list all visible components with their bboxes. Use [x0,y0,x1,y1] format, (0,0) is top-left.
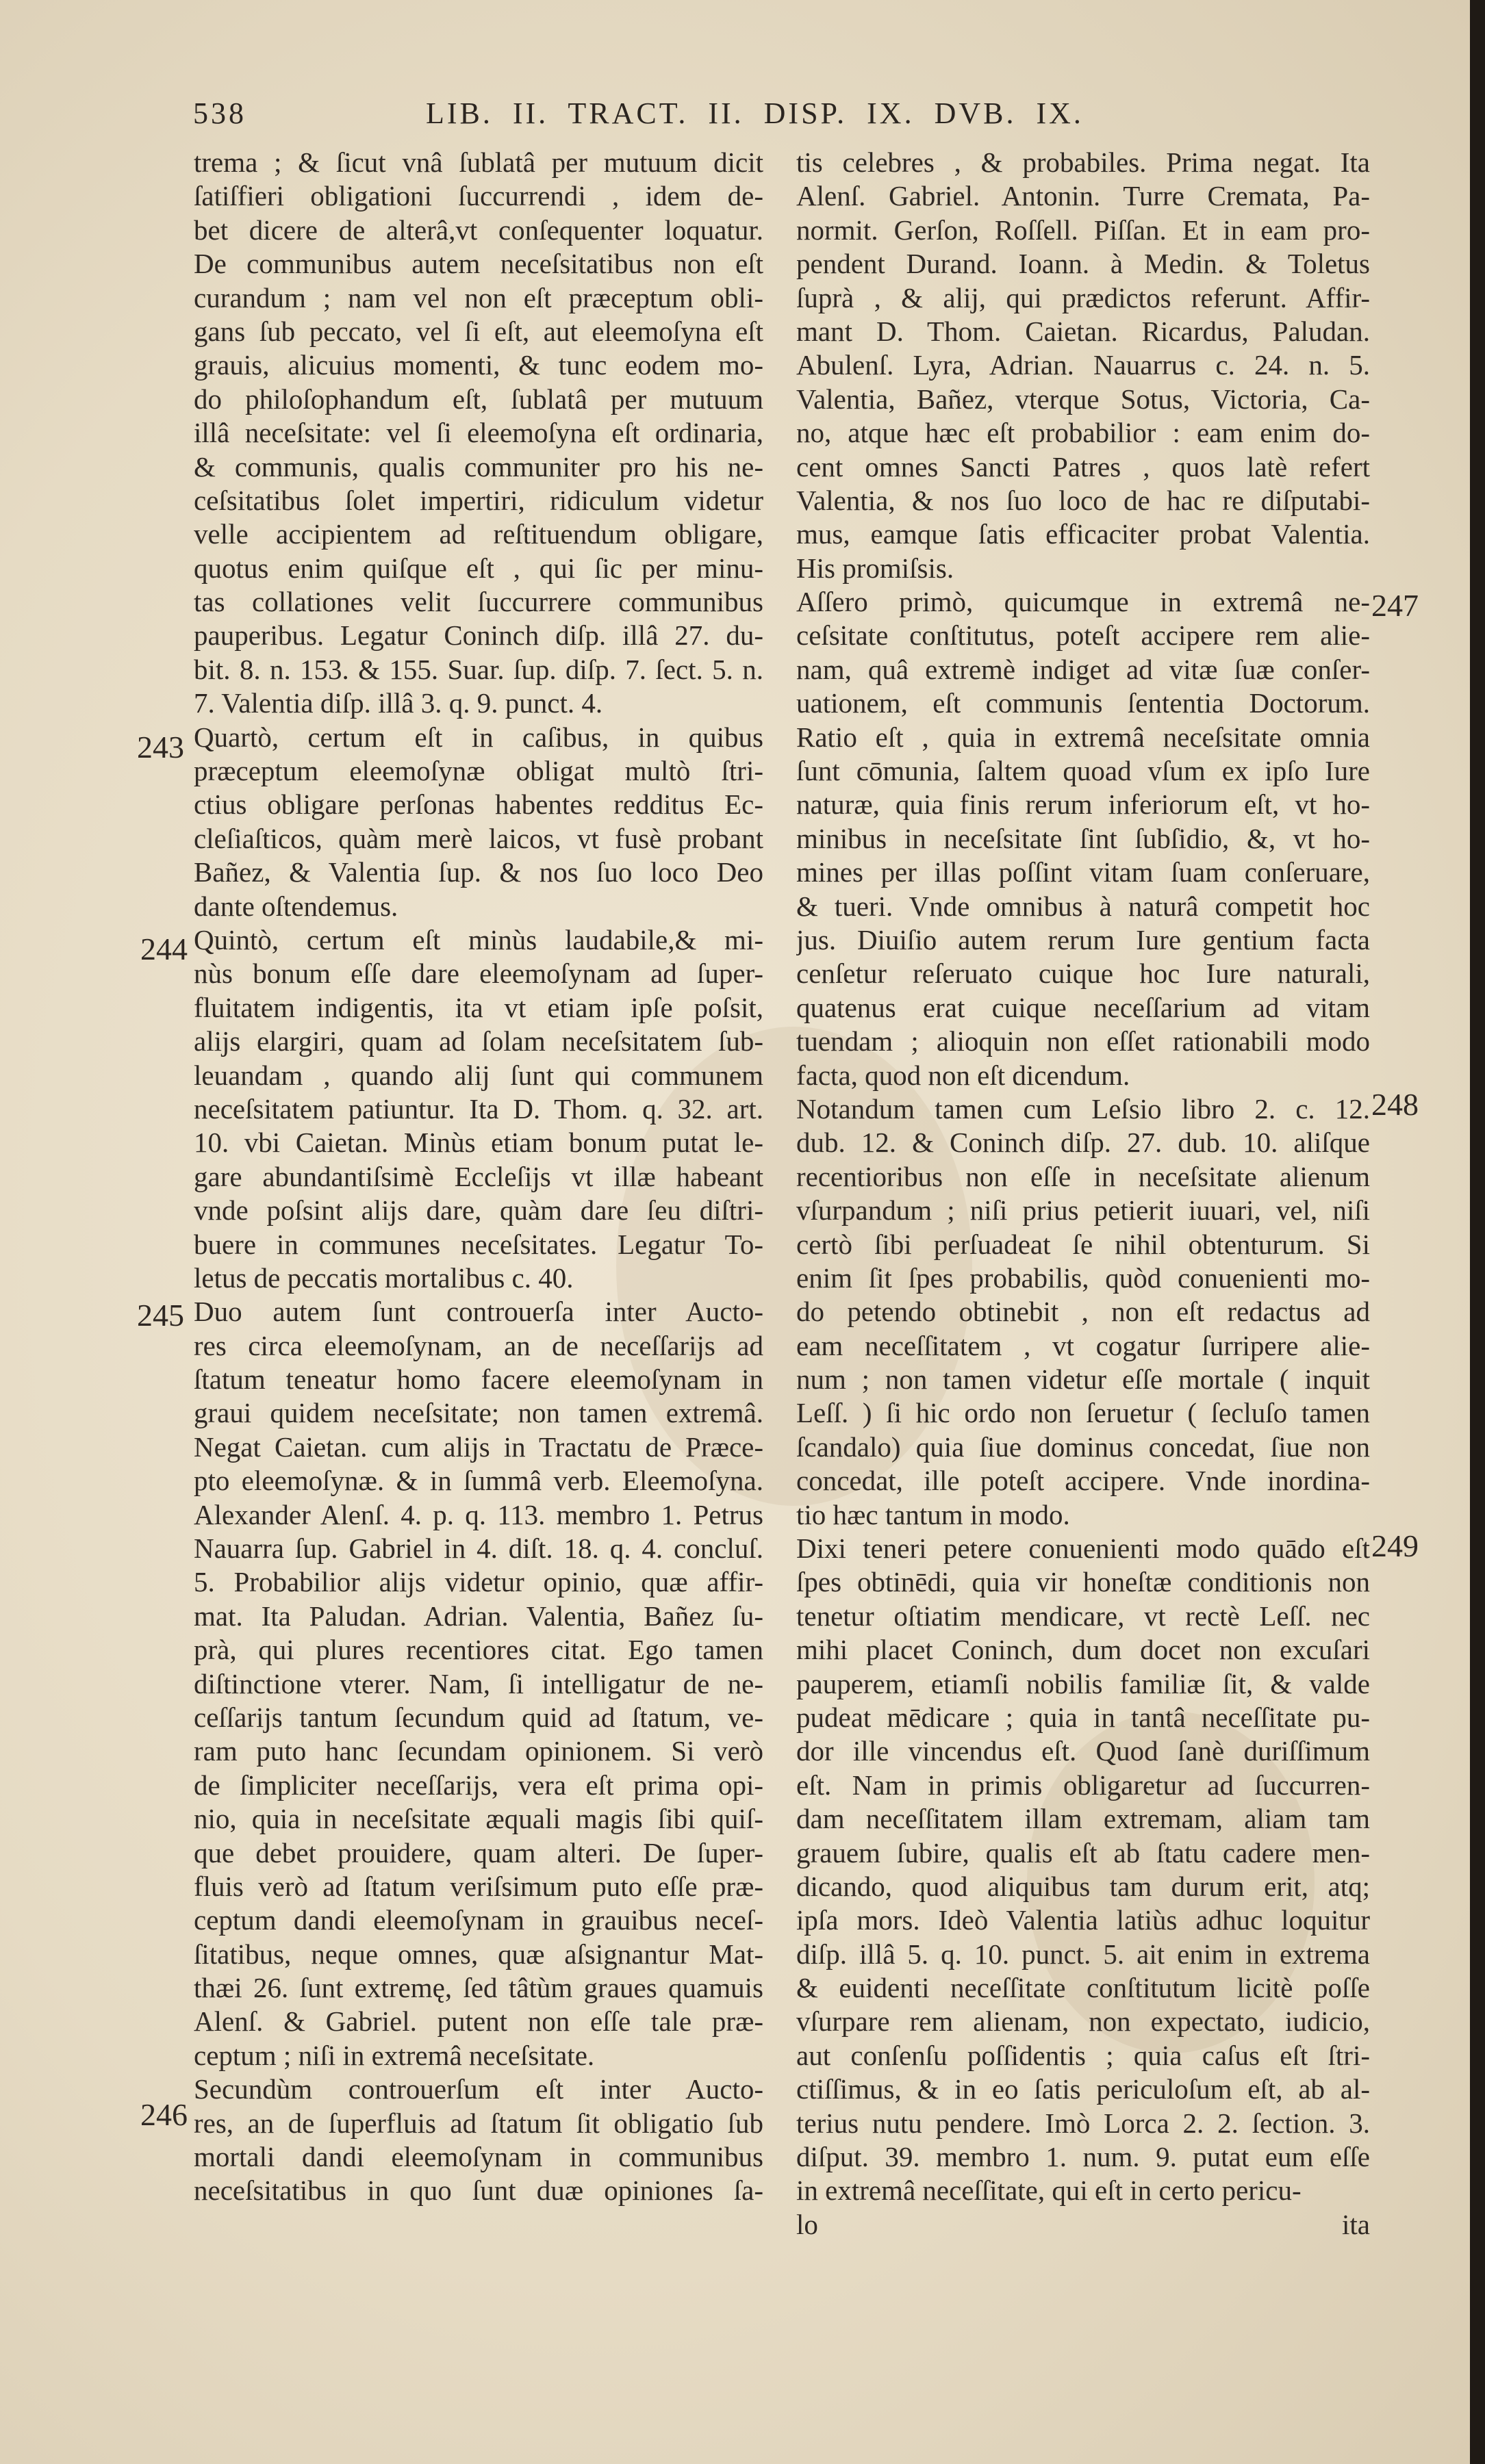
text-line: quotus enim quiſque eſt , qui ſic per minu- [194,552,763,584]
text-line: ceſſarijs tantum ſecundum quid ad ſtatum, ve- [194,1701,763,1733]
text-line: quatenus erat cuique neceſſarium ad vitam [796,991,1370,1023]
text-line: Abulenſ. Lyra, Adrian. Nauarrus c. 24. n. 5. [796,349,1370,381]
text-line: naturæ, quia finis rerum inferiorum eſt, vt ho- [796,788,1370,821]
text-line: ſitatibus, neque omnes, quæ aſsignantur Mat- [194,1938,763,1970]
text-line: bit. 8. n. 153. & 155. Suar. ſup. diſp. 7. ſect. 5. n. [194,653,763,685]
text-line: ſuprà , & alij, qui prædictos referunt. Affir- [796,281,1370,313]
text-line: enim ſit ſpes probabilis, quòd conuenienti mo- [796,1261,1370,1294]
text-line: tuendam ; alioquin non eſſet rationabili modo [796,1025,1370,1057]
text-line: cenſetur reſeruato cuique hoc Iure naturali, [796,958,1370,990]
text-line: jus. Diuiſio autem rerum Iure gentium facta [796,923,1370,955]
text-line: ctiſſimus, & in eo ſatis periculoſum eſt, ab al- [796,2073,1370,2105]
text-line: præceptum eleemoſynæ obligat multò ſtri- [194,755,763,787]
text-line: dicando, quod aliquibus tam durum erit, atq; [796,1870,1370,1902]
text-line: neceſsitatem patiuntur. Ita D. Thom. q. 32. art. [194,1092,763,1125]
text-line: pendent Durand. Ioann. à Medin. & Toletus [796,248,1370,280]
text-line: Ratio eſt , quia in extremâ neceſsitate omnia [796,721,1370,753]
text-line: Alenſ. Gabriel. Antonin. Turre Cremata, Pa- [796,180,1370,212]
text-line: dub. 12. & Coninch diſp. 27. dub. 10. aliſque [796,1127,1370,1159]
text-line: ram puto hanc ſecundam opinionem. Si verò [194,1735,763,1767]
margin-number-248: 248 [1371,1087,1419,1122]
text-line: ſtatum teneatur homo facere eleemoſynam in [194,1363,763,1396]
text-line: thæi 26. ſunt extremę, ſed tâtùm graues quamuis [194,1972,763,2004]
text-line: 5. Probabilior alijs videtur opinio, quæ affir- [194,1566,763,1598]
text-line: uationem, eſt communis ſententia Doctorum. [796,687,1370,719]
text-line: no, atque hæc eſt probabilior : eam enim do- [796,417,1370,449]
text-line: 10. vbi Caietan. Minùs etiam bonum putat le- [194,1127,763,1159]
text-line: tenetur oſtiatim mendicare, vt rectè Leſſ. nec [796,1600,1370,1632]
text-line: res circa eleemoſynam, an de neceſſarijs ad [194,1329,763,1361]
text-line: & communis, qualis communiter pro his ne- [194,450,763,483]
text-line: illâ neceſsitate: vel ſi eleemoſyna eſt ordinaria, [194,417,763,449]
text-line: do philoſophandum eſt, ſublatâ per mutuum [194,383,763,415]
text-line: normit. Gerſon, Roſſell. Piſſan. Et in eam pro- [796,214,1370,246]
text-line: Nauarra ſup. Gabriel in 4. diſt. 18. q. 4. concluſ. [194,1532,763,1565]
margin-number-249: 249 [1371,1528,1419,1563]
text-line: vſurpandum ; niſi prius petierit iuuari, vel, niſi [796,1194,1370,1227]
running-header [193,96,1371,144]
text-line: res, an de ſuperfluis ad ſtatum ſit obligatio ſub [194,2107,763,2139]
text-line: Secundùm controuerſum eſt inter Aucto- [194,2073,763,2105]
text-line: Quintò, certum eſt minùs laudabile,& mi- [194,923,763,955]
text-line: alijs elargiri, quam ad ſolam neceſsitatem ſub- [194,1025,763,1057]
text-line: in extremâ neceſſitate, qui eſt in certo pericu- [796,2174,1302,2207]
text-line: dante oſtendemus. [194,890,398,922]
text-line: trema ; & ſicut vnâ ſublatâ per mutuum dicit [194,146,763,178]
text-line: Valentia, Bañez, vterque Sotus, Victoria, Ca- [796,383,1370,415]
text-line: eſt. Nam in primis obligaretur ad ſuccurren- [796,1769,1370,1801]
text-line: Valentia, & nos ſuo loco de hac re diſputabi- [796,484,1370,516]
text-line: De communibus autem neceſsitatibus non eſt [194,248,763,280]
text-line: pauperem, etiamſi nobilis familiæ ſit, & valde [796,1667,1370,1699]
text-line: pauperibus. Legatur Coninch diſp. illâ 27. du- [194,619,763,652]
text-line: fluitatem indigentis, ita vt etiam ipſe poſsit, [194,991,763,1023]
text-line: recentioribus non eſſe in neceſsitate alienum [796,1160,1370,1192]
text-line: ctius obligare perſonas habentes redditus Ec- [194,788,763,821]
text-line: Aſſero primò, quicumque in extremâ ne- [796,586,1370,618]
text-line: diſp. illâ 5. q. 10. punct. 5. ait enim in extrema [796,1938,1370,1970]
text-line: lo ita [796,2208,1370,2240]
text-line: vſurpare rem alienam, non expectato, iudicio, [796,2005,1370,2038]
text-line: vnde poſsint alijs dare, quàm dare ſeu diſtri- [194,1194,763,1227]
text-line: Quartò, certum eſt in caſibus, in quibus [194,721,763,753]
text-line: nùs bonum eſſe dare eleemoſynam ad ſuper- [194,958,763,990]
text-line: Negat Caietan. cum alijs in Tractatu de Præce- [194,1430,763,1463]
text-line: diſput. 39. membro 1. num. 9. putat eum eſſe [796,2141,1370,2173]
right-column [796,146,1370,2242]
margin-number-243: 243 [137,730,184,765]
text-line: ceſsitate conſtitutus, poteſt accipere rem alie- [796,619,1370,652]
text-line: facta, quod non eſt dicendum. [796,1059,1130,1091]
text-line: mus, eamque ſatis efficaciter probat Valentia. [796,518,1370,550]
text-line: ſunt cōmunia, ſaltem quoad vſum ex ipſo Iure [796,755,1370,787]
text-line: tas collationes velit ſuccurrere communibus [194,586,763,618]
text-line: dam neceſſitatem illam extremam, aliam tam [796,1803,1370,1835]
margin-number-245: 245 [137,1298,184,1333]
text-line: mat. Ita Paludan. Adrian. Valentia, Bañez ſu- [194,1600,763,1632]
text-line: terius nutu pendere. Imò Lorca 2. 2. ſection. 3. [796,2107,1370,2139]
text-line: do petendo obtinebit , non eſt redactus ad [796,1296,1370,1328]
margin-number-246: 246 [140,2097,188,2132]
text-line: pudeat mēdicare ; quia in tantâ neceſſitate pu- [796,1701,1370,1733]
text-line: concedat, ille poteſt accipere. Vnde inordina- [796,1465,1370,1497]
text-line: diſtinctione vterer. Nam, ſi intelligatur de ne- [194,1667,763,1699]
text-line: Notandum tamen cum Leſsio libro 2. c. 12. [796,1092,1370,1125]
left-column [194,146,763,2208]
text-line: nio, quia in neceſsitate æquali magis ſibi quiſ- [194,1803,763,1835]
text-line: tis celebres , & probabiles. Prima negat. Ita [796,146,1370,178]
text-line: ceptum dandi eleemoſynam in grauibus neceſ- [194,1904,763,1936]
text-line: eam neceſſitatem , vt cogatur ſurripere alie- [796,1329,1370,1361]
text-line: leuandam , quando alij ſunt qui communem [194,1059,763,1091]
text-line: 7. Valentia diſp. illâ 3. q. 9. punct. 4. [194,687,603,719]
text-line: mines per illas poſſint vitam ſuam conſeruare, [796,856,1370,888]
text-line: ceptum ; niſi in extremâ neceſsitate. [194,2039,595,2071]
text-line: mant D. Thom. Caietan. Ricardus, Paludan. [796,315,1370,347]
text-line: neceſsitatibus in quo ſunt duæ opiniones ſa- [194,2174,763,2207]
text-line: Duo autem ſunt controuerſa inter Aucto- [194,1296,763,1328]
text-line: Dixi teneri petere conuenienti modo quādo eſt [796,1532,1370,1565]
text-line: letus de peccatis mortalibus c. 40. [194,1261,574,1294]
text-line: mihi placet Coninch, dum docet non excuſari [796,1634,1370,1666]
binding-edge [1470,0,1485,2464]
text-line: gare abundantiſsimè Eccleſijs vt illæ habeant [194,1160,763,1192]
text-line: nam, quâ extremè indiget ad vitæ ſuæ conſer- [796,653,1370,685]
margin-number-244: 244 [140,932,188,966]
text-line: num ; non tamen videtur eſſe mortale ( inquit [796,1363,1370,1396]
text-line: Alenſ. & Gabriel. putent non eſſe tale præ- [194,2005,763,2038]
text-line: velle accipientem ad reſtituendum obligare, [194,518,763,550]
text-line: aut conſenſu poſſidentis ; quia caſus eſt ſtri- [796,2039,1370,2071]
text-line: ſatiſfieri obligationi ſuccurrendi , idem de- [194,180,763,212]
text-line: ſcandalo) quia ſiue dominus concedat, ſiue non [796,1430,1370,1463]
text-line: buere in communes neceſsitates. Legatur To- [194,1228,763,1260]
text-line: ſpes obtinēdi, quia vir honeſtæ conditionis non [796,1566,1370,1598]
text-line: His promiſsis. [796,552,954,584]
text-line: dor ille vincendus eſt. Quod ſanè duriſſimum [796,1735,1370,1767]
text-line: minibus in neceſsitate ſint ſubſidio, &, vt ho- [796,822,1370,854]
text-line: grauis, alicuius momenti, & tunc eodem mo- [194,349,763,381]
text-line: graui quidem neceſsitate; non tamen extremâ. [194,1397,763,1429]
text-line: de ſimpliciter neceſſarijs, vera eſt prima opi- [194,1769,763,1801]
text-line: mortali dandi eleemoſynam in communibus [194,2141,763,2173]
text-line: prà, qui plures recentiores citat. Ego tamen [194,1634,763,1666]
text-line: bet dicere de alterâ,vt conſequenter loquatur. [194,214,763,246]
running-title: LIB. II. TRACT. II. DISP. IX. DVB. IX. [426,97,1084,130]
text-line: Bañez, & Valentia ſup. & nos ſuo loco Deo [194,856,763,888]
text-line: curandum ; nam vel non eſt præceptum obli- [194,281,763,313]
text-line: Alexander Alenſ. 4. p. q. 113. membro 1. Petrus [194,1498,763,1530]
text-line: fluis verò ad ſtatum veriſsimum puto eſſe præ- [194,1870,763,1902]
page-number: 538 [193,97,246,130]
text-line: & tueri. Vnde omnibus à naturâ competit hoc [796,890,1370,922]
margin-number-247: 247 [1371,588,1419,623]
text-line: certò ſibi perſuadeat ſe nihil obtenturum. Si [796,1228,1370,1260]
text-line: & euidenti neceſſitate conſtitutum licitè poſſe [796,1972,1370,2004]
text-line: ipſa mors. Ideò Valentia latiùs adhuc loquitur [796,1904,1370,1936]
text-line: cleſiaſticos, quàm merè laicos, vt fusè probant [194,822,763,854]
text-line: grauem ſubire, qualis eſt ab ſtatu cadere men- [796,1836,1370,1869]
text-line: que debet prouidere, quam alteri. De ſuper- [194,1836,763,1869]
text-line: tio hæc tantum in modo. [796,1498,1070,1530]
text-line: ceſsitatibus ſolet impertiri, ridiculum videtur [194,484,763,516]
text-line: Leſſ. ) ſi hic ordo non ſeruetur ( ſecluſo tamen [796,1397,1370,1429]
text-line: pto eleemoſynæ. & in ſummâ verb. Eleemoſyna. [194,1465,763,1497]
text-line: gans ſub peccato, vel ſi eſt, aut eleemoſyna eſt [194,315,763,347]
text-line: cent omnes Sancti Patres , quos latè refert [796,450,1370,483]
